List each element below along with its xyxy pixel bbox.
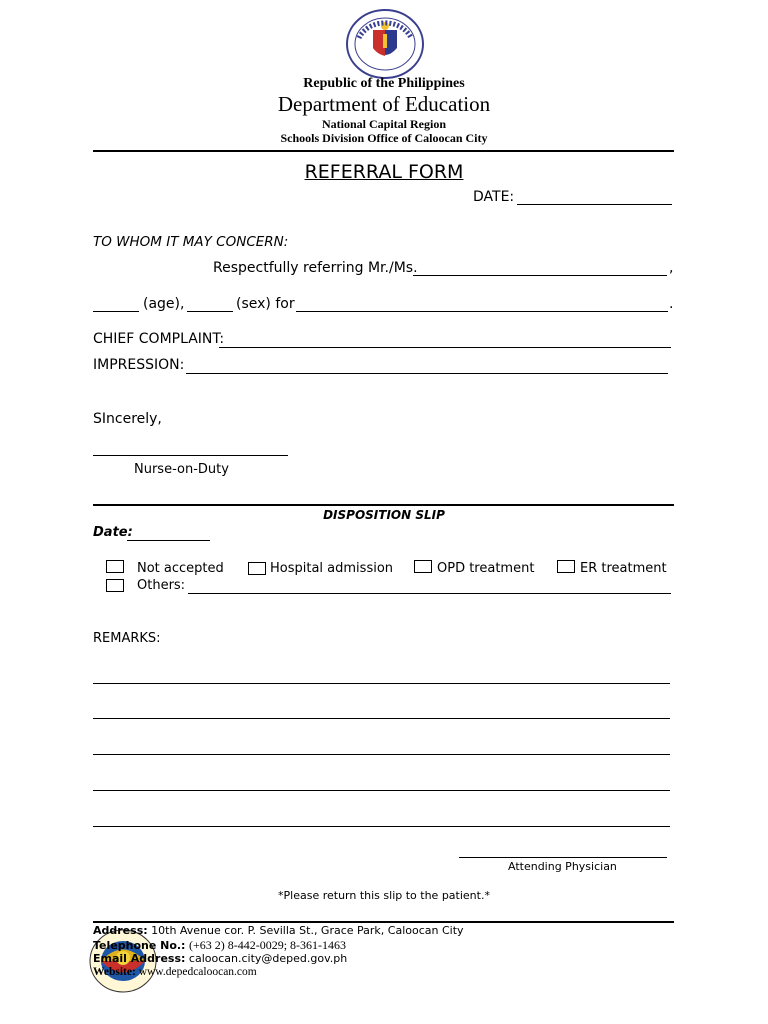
reason-period: . — [669, 296, 674, 312]
reason-field[interactable] — [296, 311, 668, 312]
division-text: Schools Division Office of Caloocan City — [280, 131, 488, 145]
email-label: Email Address: — [93, 952, 186, 965]
telephone-line — [93, 938, 346, 953]
er-treatment-label: ER treatment — [580, 561, 667, 576]
website-label: Website: — [93, 966, 136, 978]
telephone-label: Telephone No.: — [93, 939, 186, 952]
opd-treatment-checkbox[interactable] — [414, 560, 432, 573]
physician-signature-line[interactable] — [459, 857, 667, 858]
remarks-line[interactable] — [93, 754, 670, 755]
remarks-line[interactable] — [93, 683, 670, 684]
nurse-label: Nurse-on-Duty — [134, 462, 229, 477]
address-value: 10th Avenue cor. P. Sevilla St., Grace Park, Caloocan City — [151, 924, 464, 937]
hospital-admission-checkbox[interactable] — [248, 562, 266, 575]
republic-text: Republic of the Philippines — [303, 76, 465, 91]
remarks-line[interactable] — [93, 718, 670, 719]
date-field[interactable] — [517, 204, 672, 205]
address-line — [93, 924, 464, 937]
department-title: Department of Education — [277, 92, 491, 116]
website-value[interactable]: www.depedcaloocan.com — [138, 966, 257, 978]
others-label: Others: — [137, 578, 186, 593]
referring-label: Respectfully referring Mr./Ms. — [213, 260, 418, 276]
age-label: (age), — [143, 296, 185, 312]
return-note: *Please return this slip to the patient.* — [278, 889, 490, 902]
physician-label: Attending Physician — [508, 860, 617, 873]
email-line — [93, 952, 347, 965]
disposition-date-label: Date: — [93, 525, 133, 540]
to-whom-label: TO WHOM IT MAY CONCERN: — [93, 234, 289, 250]
form-title: REFERRAL FORM — [304, 161, 464, 183]
disposition-date-field[interactable] — [127, 540, 210, 541]
region-text: National Capital Region — [321, 117, 446, 131]
hospital-admission-label: Hospital admission — [270, 561, 394, 576]
form-divider — [93, 504, 674, 506]
patient-name-field[interactable] — [413, 275, 667, 276]
sincerely-text: SIncerely, — [93, 411, 162, 427]
impression-field[interactable] — [186, 373, 668, 374]
name-comma: , — [669, 260, 674, 276]
not-accepted-label: Not accepted — [137, 561, 224, 576]
website-line — [93, 966, 257, 978]
sex-field[interactable] — [187, 311, 233, 312]
others-field[interactable] — [188, 593, 671, 594]
email-value: caloocan.city@deped.gov.ph — [188, 952, 348, 965]
deped-seal-logo — [345, 8, 425, 80]
address-label: Address: — [93, 924, 148, 937]
er-treatment-checkbox[interactable] — [557, 560, 575, 573]
sex-label: (sex) for — [236, 296, 295, 312]
remarks-line[interactable] — [93, 790, 670, 791]
footer-divider — [93, 921, 674, 923]
remarks-label: REMARKS: — [93, 631, 161, 646]
impression-label: IMPRESSION: — [93, 357, 185, 373]
telephone-value: (+63 2) 8-442-0029; 8-361-1463 — [188, 938, 347, 952]
not-accepted-checkbox[interactable] — [106, 560, 124, 573]
opd-treatment-label: OPD treatment — [437, 561, 535, 576]
chief-complaint-label: CHIEF COMPLAINT: — [93, 331, 225, 347]
nurse-signature-line[interactable] — [93, 455, 288, 456]
disposition-title: DISPOSITION SLIP — [323, 508, 445, 522]
others-checkbox[interactable] — [106, 579, 124, 592]
remarks-line[interactable] — [93, 826, 670, 827]
date-label: DATE: — [473, 189, 515, 205]
age-field[interactable] — [93, 311, 139, 312]
header-divider — [93, 150, 674, 152]
chief-complaint-field[interactable] — [219, 347, 671, 348]
